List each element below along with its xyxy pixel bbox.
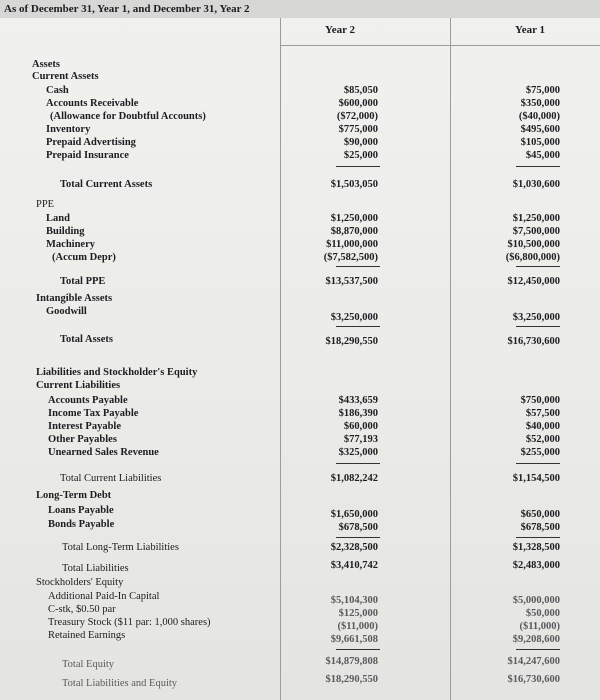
value-year1: $45,000 (525, 150, 560, 161)
value-year1: $9,208,600 (512, 634, 560, 645)
section-current-assets: Current Assets (32, 71, 99, 82)
value-year2: $14,879,808 (325, 656, 378, 667)
row-label: Prepaid Insurance (46, 150, 129, 161)
value-year2: $1,082,242 (330, 473, 378, 484)
value-year1: $255,000 (520, 447, 560, 458)
row-label: Total Current Liabilities (60, 473, 162, 484)
subtotal-underline (516, 166, 560, 167)
subtotal-underline (336, 537, 380, 538)
value-year1: $12,450,000 (507, 276, 560, 287)
row-label: Inventory (46, 124, 91, 135)
row-label: Interest Payable (48, 421, 122, 432)
value-year2: $325,000 (338, 447, 378, 458)
value-year2: $8,870,000 (330, 226, 378, 237)
row-label: Loans Payable (48, 505, 114, 516)
subtotal-underline (516, 266, 560, 267)
row-label: Machinery (46, 239, 95, 250)
value-year2: $600,000 (338, 98, 378, 109)
year1-column-header: Year 1 (514, 24, 546, 36)
section-intangible-assets: Intangible Assets (36, 293, 113, 304)
value-year1: $57,500 (525, 408, 560, 419)
value-year2: ($11,000) (337, 621, 378, 632)
value-year1: $750,000 (520, 395, 560, 406)
subtotal-underline (336, 649, 380, 650)
value-year2: ($72,000) (336, 111, 378, 122)
subtotal-underline (516, 649, 560, 650)
row-label: Prepaid Advertising (46, 137, 136, 148)
value-year2: ($7,582,500) (323, 252, 378, 263)
value-year1: $2,483,000 (512, 560, 560, 571)
value-year2: $1,250,000 (330, 213, 378, 224)
value-year2: $5,104,300 (330, 595, 378, 606)
value-year1: $40,000 (525, 421, 560, 432)
value-year1: $3,250,000 (512, 312, 560, 323)
value-year1: $14,247,600 (507, 656, 560, 667)
value-year2: $1,503,050 (330, 179, 378, 190)
subtotal-underline (336, 166, 380, 167)
section-liabilities-equity: Liabilities and Stockholder's Equity (36, 367, 198, 378)
row-label: Land (46, 213, 70, 224)
value-year1: $10,500,000 (507, 239, 560, 250)
value-year2: $60,000 (343, 421, 378, 432)
statement-title: As of December 31, Year 1, and December 31, Year 2 (0, 0, 600, 18)
subtotal-underline (516, 463, 560, 464)
value-year2: $3,250,000 (330, 312, 378, 323)
value-year1: $650,000 (520, 509, 560, 520)
value-year2: $775,000 (338, 124, 378, 135)
value-year1: $16,730,600 (507, 674, 560, 685)
value-year1: $52,000 (525, 434, 560, 445)
subtotal-underline (336, 266, 380, 267)
value-year2: $678,500 (338, 522, 378, 533)
value-year2: $433,659 (338, 395, 378, 406)
header-rule (281, 45, 450, 46)
value-year1: $350,000 (520, 98, 560, 109)
value-year1: $1,030,600 (512, 179, 560, 190)
value-year2: $18,290,550 (325, 336, 378, 347)
value-year2: $125,000 (338, 608, 378, 619)
row-label: Income Tax Payable (48, 408, 139, 419)
value-year1: $678,500 (520, 522, 560, 533)
value-year2: $2,328,500 (330, 542, 378, 553)
column-divider (450, 18, 451, 700)
row-label: Total Assets (60, 334, 113, 345)
row-label: Treasury Stock ($11 par: 1,000 shares) (48, 617, 211, 628)
row-label: (Allowance for Doubtful Accounts) (50, 111, 206, 122)
row-label: (Accum Depr) (52, 252, 116, 263)
subtotal-underline (516, 326, 560, 327)
row-label: Total Equity (62, 659, 115, 670)
row-label: Building (46, 226, 85, 237)
value-year2: $11,000,000 (326, 239, 378, 250)
value-year1: $1,250,000 (512, 213, 560, 224)
value-year2: $18,290,550 (325, 674, 378, 685)
row-label: Other Payables (48, 434, 117, 445)
row-label: Retained Earnings (48, 630, 126, 641)
section-current-liabilities: Current Liabilities (36, 380, 121, 391)
value-year1: $1,328,500 (512, 542, 560, 553)
value-year1: $7,500,000 (512, 226, 560, 237)
value-year1: $5,000,000 (512, 595, 560, 606)
row-label: Total PPE (60, 276, 106, 287)
value-year1: $50,000 (525, 608, 560, 619)
row-label: Total Long-Term Liabilities (62, 542, 179, 553)
value-year1: $495,600 (520, 124, 560, 135)
header-rule (451, 45, 600, 46)
row-label: C-stk, $0.50 par (48, 604, 116, 615)
section-long-term-debt: Long-Term Debt (36, 490, 112, 501)
row-label: Total Liabilities and Equity (62, 678, 178, 689)
value-year1: $1,154,500 (512, 473, 560, 484)
value-year2: $25,000 (343, 150, 378, 161)
section-assets: Assets (32, 59, 60, 70)
row-label: Unearned Sales Revenue (48, 447, 159, 458)
subtotal-underline (516, 537, 560, 538)
value-year2: $85,050 (343, 85, 378, 96)
subtotal-underline (336, 326, 380, 327)
value-year1: ($6,800,000) (505, 252, 560, 263)
value-year2: $77,193 (343, 434, 378, 445)
row-label: Total Current Assets (60, 179, 153, 190)
value-year2: $186,390 (338, 408, 378, 419)
section-stockholders-equity: Stockholders' Equity (36, 577, 124, 588)
year2-column-header: Year 2 (324, 24, 356, 36)
value-year1: ($40,000) (518, 111, 560, 122)
value-year2: $13,537,500 (325, 276, 378, 287)
value-year2: $1,650,000 (330, 509, 378, 520)
value-year2: $9,661,508 (330, 634, 378, 645)
column-divider (280, 18, 281, 700)
value-year1: $16,730,600 (507, 336, 560, 347)
value-year2: $3,410,742 (330, 560, 378, 571)
row-label: Bonds Payable (48, 519, 115, 530)
row-label: Goodwill (46, 306, 87, 317)
row-label: Total Liabilities (62, 563, 129, 574)
subtotal-underline (336, 463, 380, 464)
value-year1: ($11,000) (519, 621, 560, 632)
row-label: Cash (46, 85, 69, 96)
section-ppe: PPE (36, 199, 55, 210)
row-label: Additional Paid-In Capital (48, 591, 160, 602)
value-year1: $75,000 (525, 85, 560, 96)
value-year1: $105,000 (520, 137, 560, 148)
row-label: Accounts Receivable (46, 98, 139, 109)
value-year2: $90,000 (343, 137, 378, 148)
row-label: Accounts Payable (48, 395, 128, 406)
